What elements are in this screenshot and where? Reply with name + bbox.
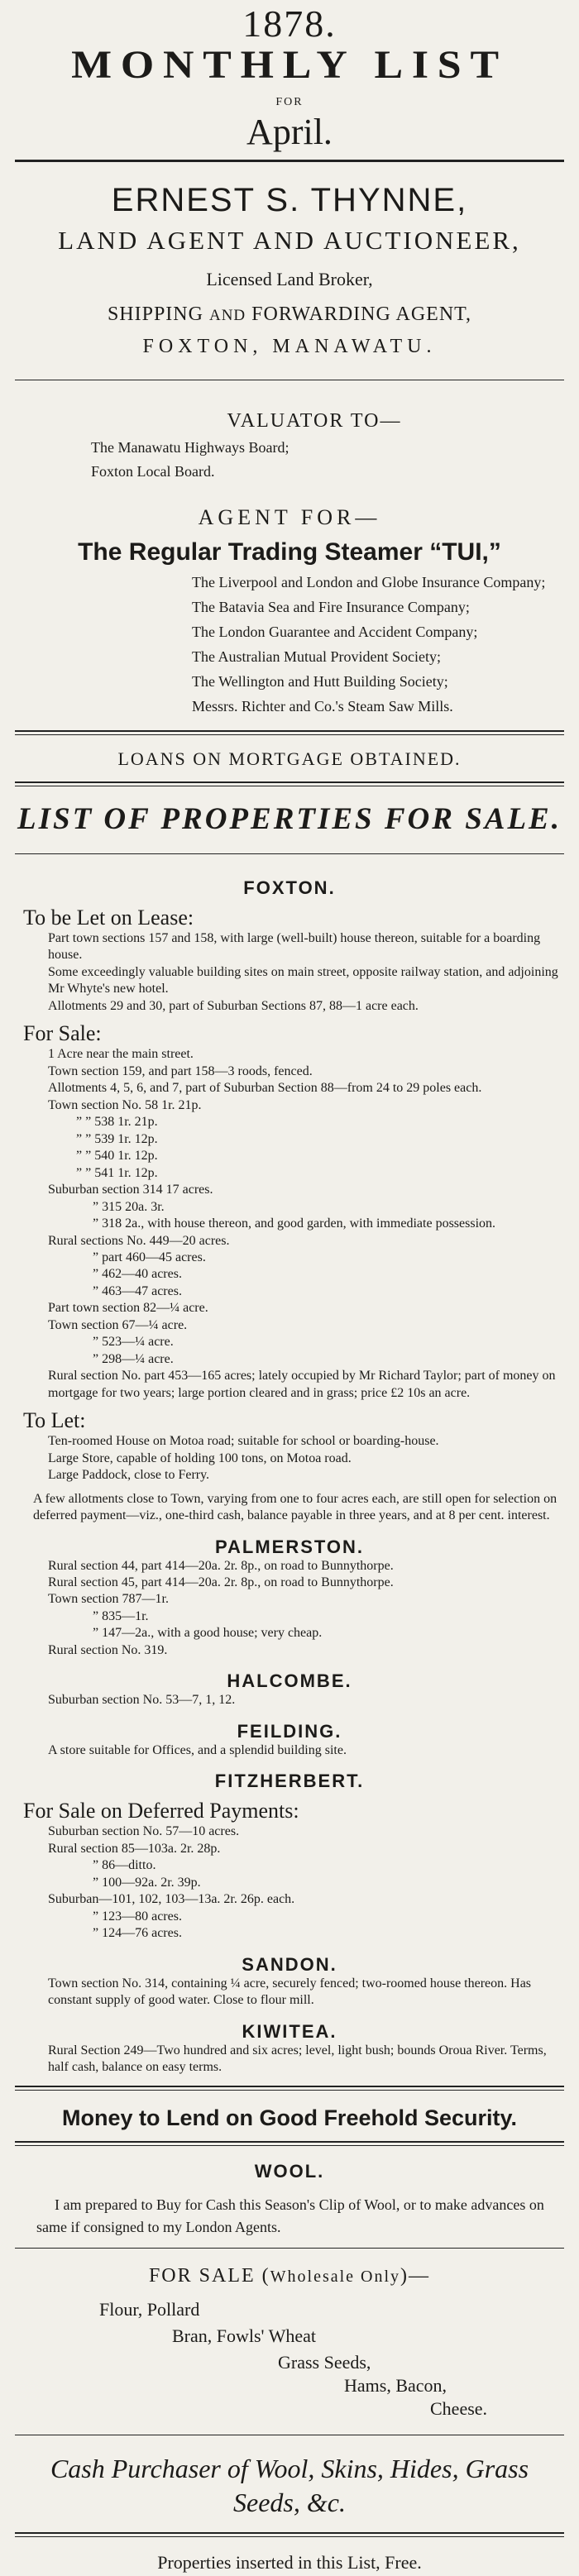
- property-item: ” ” 541 1r. 12p.: [76, 1165, 158, 1180]
- wholesale-a: FOR SALE (: [148, 2264, 270, 2287]
- sale-heading: For Sale:: [23, 1021, 102, 1046]
- property-item: Town section No. 314, containing ¼ acre, securely fenced; two-roomed house thereon. Has constant supply of good water. Close to flour mill.: [48, 1976, 532, 2008]
- and-word: AND: [208, 307, 246, 324]
- palmerston-section: [0, 1537, 579, 1660]
- property-item: Part town section 82—¼ acre.: [48, 1301, 208, 1316]
- property-item: Rural Section 249—Two hundred and six acres; level, light bush; bounds Oroua River. Terms, half cash, balance on easy terms.: [48, 2043, 547, 2074]
- for-label: FOR: [275, 96, 304, 108]
- loans-notice: LOANS ON MORTGAGE OBTAINED.: [117, 748, 462, 769]
- town-heading: SANDON.: [242, 1953, 337, 1975]
- list-title: MONTHLY LIST: [71, 43, 508, 87]
- masthead: [0, 2, 579, 153]
- year: 1878.: [242, 2, 337, 45]
- feilding-section: [0, 1721, 579, 1759]
- agent-for-title: AGENT FOR—: [198, 505, 381, 529]
- wool-body: I am prepared to Buy for Cash this Season's Clip of Wool, or to make advances on same if consigned to my London Agents.: [36, 2196, 544, 2235]
- wholesale-heading: [0, 2265, 579, 2287]
- agent-occupation: LAND AGENT AND AUCTIONEER,: [58, 226, 521, 255]
- property-item: ” 523—¼ acre.: [93, 1335, 174, 1350]
- rule: [15, 730, 564, 735]
- property-item: Large Paddock, close to Ferry.: [48, 1468, 210, 1483]
- agency-section: [0, 505, 579, 715]
- rule: [15, 2532, 564, 2537]
- month: April.: [246, 112, 333, 152]
- agency-line: The Wellington and Hutt Building Society;: [192, 673, 448, 690]
- property-item: Suburban section 314 17 acres.: [48, 1183, 213, 1197]
- place-line: FOXTON, MANAWATU.: [142, 336, 437, 357]
- property-item: Allotments 29 and 30, part of Suburban Sections 87, 88—1 acre each.: [48, 998, 419, 1013]
- wool-title: WOOL.: [254, 2161, 325, 2182]
- wholesale-section: [0, 2264, 579, 2419]
- property-item: ” ” 538 1r. 21p.: [76, 1115, 158, 1130]
- property-item: ” 124—76 acres.: [93, 1926, 182, 1941]
- property-item: Rural section No. part 453—165 acres; lately occupied by Mr Richard Taylor; part of money on mortgage for two years; large portion cleared and in grass; price £2 10s an acre.: [48, 1369, 556, 1400]
- town-heading: FOXTON.: [243, 877, 336, 898]
- property-item: ” 147—2a., with a good house; very cheap.: [93, 1626, 323, 1641]
- property-item: Rural section 45, part 414—20a. 2r. 8p., on road to Bunnythorpe.: [48, 1575, 394, 1589]
- property-item: Suburban section No. 57—10 acres.: [48, 1824, 240, 1839]
- cash-purchaser: Cash Purchaser of Wool, Skins, Hides, Grass Seeds, &c.: [50, 2453, 529, 2518]
- property-item: ” 835—1r.: [93, 1608, 149, 1623]
- town-heading: HALCOMBE.: [227, 1670, 352, 1692]
- valuator-section: [0, 410, 579, 480]
- rule: [15, 853, 564, 854]
- wholesale-b: Wholesale Only: [270, 2267, 401, 2286]
- property-item: Suburban—101, 102, 103—13a. 2r. 26p. each.: [48, 1892, 295, 1907]
- property-item: Rural section 85—103a. 2r. 28p.: [48, 1841, 221, 1856]
- broker-line: Licensed Land Broker,: [206, 269, 373, 289]
- rule: [15, 2248, 564, 2249]
- steamer-line: The Regular Trading Steamer “TUI,”: [78, 538, 501, 566]
- forwarding-words: FORWARDING AGENT,: [251, 303, 472, 325]
- valuator-line: Foxton Local Board.: [91, 463, 215, 480]
- property-item: ” 315 20a. 3r.: [93, 1199, 165, 1214]
- money-to-lend: Money to Lend on Good Freehold Security.: [61, 2105, 518, 2131]
- town-heading: FEILDING.: [237, 1720, 342, 1742]
- agency-line: The London Guarantee and Accident Company;: [192, 624, 478, 640]
- agency-line: The Australian Mutual Provident Society;: [192, 648, 441, 665]
- deferred-heading: For Sale on Deferred Payments:: [23, 1799, 299, 1823]
- valuator-line: The Manawatu Highways Board;: [91, 439, 290, 456]
- property-item: Town section 159, and part 158—3 roods, fenced.: [48, 1063, 313, 1078]
- fitzherbert-section: [0, 1771, 579, 1942]
- agent-name: ERNEST S. THYNNE,: [111, 182, 468, 218]
- property-item: A store suitable for Offices, and a splendid building site.: [48, 1742, 347, 1757]
- rule: [15, 781, 564, 786]
- property-item: Rural section 44, part 414—20a. 2r. 8p., on road to Bunnythorpe.: [48, 1558, 394, 1573]
- valuator-title: VALUATOR TO—: [227, 410, 402, 432]
- kiwitea-section: [0, 2021, 579, 2077]
- wholesale-c: )—: [400, 2264, 431, 2287]
- property-item: Some exceedingly valuable building sites on main street, opposite railway station, and adjoining Mr Whyte's new hotel.: [48, 964, 558, 996]
- property-item: Rural section No. 319.: [48, 1642, 168, 1657]
- property-item: ” 298—¼ acre.: [93, 1351, 174, 1366]
- property-item: ” 123—80 acres.: [93, 1909, 182, 1924]
- property-item: Large Store, capable of holding 100 tons, on Motoa road.: [48, 1450, 352, 1465]
- agency-line: Messrs. Richter and Co.'s Steam Saw Mills.: [192, 698, 453, 714]
- halcombe-section: [0, 1670, 579, 1709]
- property-item: ” 462—40 acres.: [93, 1267, 182, 1282]
- rule: [15, 2086, 564, 2091]
- goods-item: Grass Seeds,: [278, 2351, 371, 2373]
- property-item: ” ” 540 1r. 12p.: [76, 1149, 158, 1164]
- sandon-section: [0, 1954, 579, 2010]
- agency-line: The Batavia Sea and Fire Insurance Company;: [192, 599, 470, 615]
- property-item: Ten-roomed House on Motoa road; suitable for school or boarding-house.: [48, 1434, 439, 1449]
- let-heading: To Let:: [23, 1408, 86, 1433]
- property-item: Suburban section No. 53—7, 1, 12.: [48, 1693, 236, 1708]
- town-heading: PALMERSTON.: [214, 1536, 365, 1557]
- goods-item: Flour, Pollard: [99, 2298, 200, 2320]
- agency-line: The Liverpool and London and Globe Insurance Company;: [192, 574, 546, 590]
- foxton-section: [0, 877, 579, 1525]
- property-item: ” 86—ditto.: [93, 1858, 156, 1873]
- property-item: Allotments 4, 5, 6, and 7, part of Suburban Section 88—from 24 to 29 poles each.: [48, 1081, 482, 1096]
- property-item: ” part 460—45 acres.: [93, 1250, 206, 1264]
- property-item: 1 Acre near the main street.: [48, 1047, 194, 1062]
- property-item: Town section 67—¼ acre.: [48, 1317, 188, 1332]
- property-item: Rural sections No. 449—20 acres.: [48, 1233, 230, 1248]
- allotments-note: A few allotments close to Town, varying from one to four acres each, are still open for selection on deferred payment—viz., one-third cash, balance payable in three years, and at 8 per cent. interest.: [33, 1491, 557, 1523]
- goods-item: Cheese.: [430, 2397, 488, 2419]
- properties-heading: LIST OF PROPERTIES FOR SALE.: [17, 802, 562, 836]
- town-heading: KIWITEA.: [242, 2020, 337, 2042]
- lease-heading: To be Let on Lease:: [23, 906, 194, 930]
- property-item: ” ” 539 1r. 12p.: [76, 1131, 158, 1146]
- property-item: ” 100—92a. 2r. 39p.: [93, 1875, 201, 1890]
- goods-list: [0, 2292, 579, 2419]
- property-item: Town section No. 58 1r. 21p.: [48, 1097, 202, 1112]
- footer-note: Properties inserted in this List, Free.: [157, 2551, 422, 2573]
- property-item: Part town sections 157 and 158, with large (well-built) house thereon, suitable for a boarding house.: [48, 931, 541, 963]
- shipping-line: [0, 303, 579, 326]
- property-item: ” 318 2a., with house thereon, and good garden, with immediate possession.: [93, 1216, 496, 1231]
- agent-card: [0, 182, 579, 358]
- property-item: ” 463—47 acres.: [93, 1283, 182, 1298]
- rule: [15, 2141, 564, 2146]
- wool-section: [0, 2161, 579, 2237]
- rule: [15, 160, 564, 162]
- goods-item: Hams, Bacon,: [344, 2374, 447, 2396]
- goods-item: Bran, Fowls' Wheat: [172, 2325, 317, 2346]
- town-heading: FITZHERBERT.: [214, 1771, 365, 1792]
- shipping-word: SHIPPING: [107, 303, 203, 325]
- property-item: Town section 787—1r.: [48, 1592, 169, 1607]
